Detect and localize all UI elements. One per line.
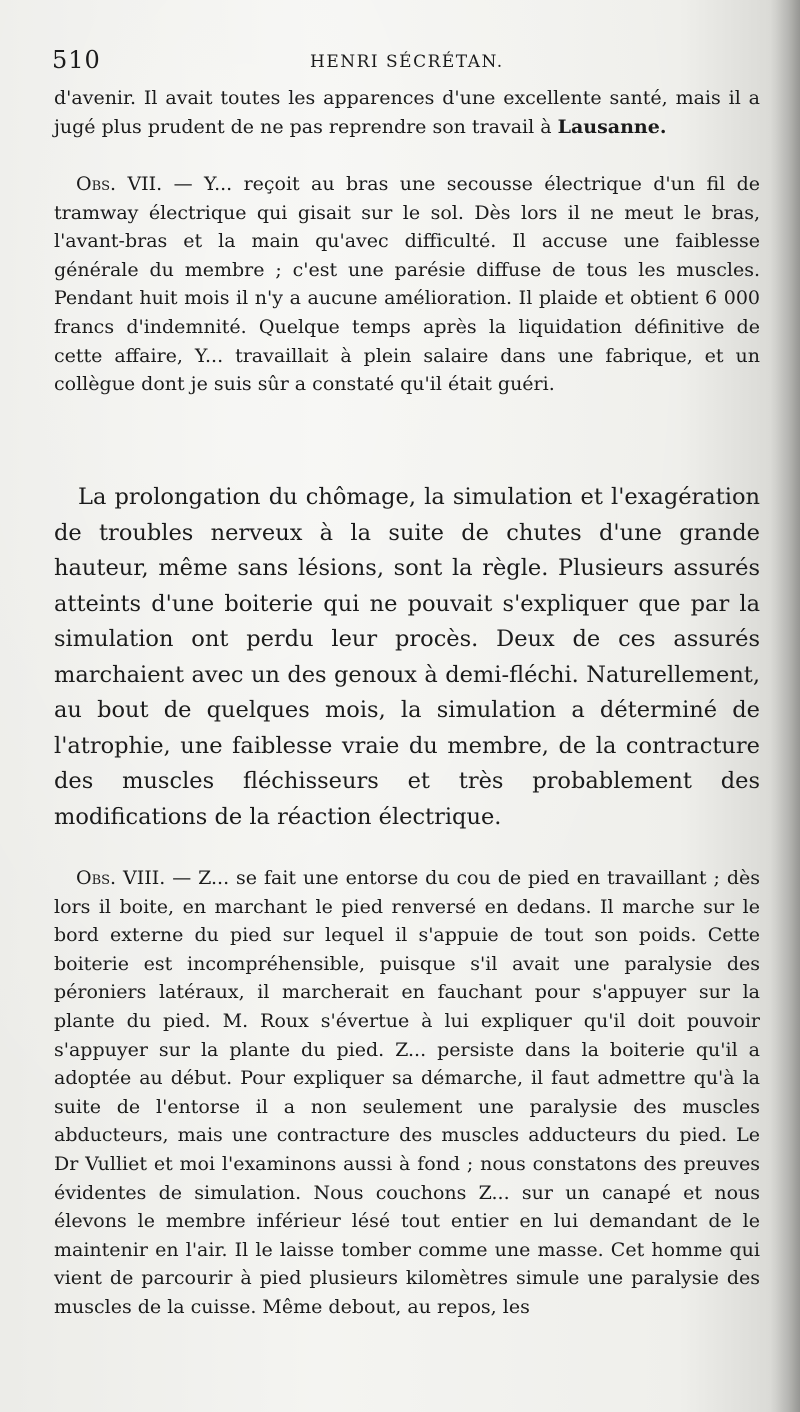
observation-8-text [54, 864, 760, 1322]
observation-8-label: Obs. VIII. [76, 867, 166, 889]
main-paragraph-text: La prolongation du chômage, la simulation et l'exagération de troubles nerveux à la suite de chutes d'une grande hauteur, même sans lésions, sont la règle. Plusieurs assurés atteints d'une boiterie qui ne pouvait s'expliquer que par la simulation ont perdu leur procès. Deux de ces assurés marchaient avec un des genoux à demi-fléchi. Naturellement, au bout de quelques mois, la simulation a déterminé de l'atrophie, une faiblesse vraie du membre, de la contracture des muscles fléchisseurs et très probablement des modifications de la réaction électrique. [54, 484, 760, 830]
main-paragraph [54, 480, 760, 835]
observation-7 [54, 170, 760, 399]
continued-paragraph [54, 84, 760, 141]
city-name: Lausanne. [557, 115, 667, 138]
observation-8 [54, 864, 760, 1322]
observation-7-label: Obs. VII. [76, 173, 163, 195]
observation-7-body: — Y... reçoit au bras une secousse électrique d'un fil de tramway électrique qui gisait sur le sol. Dès lors il ne meut le bras, l'avant-bras et la main qu'avec difficulté. Il accuse une faiblesse générale du membre ; c'est une parésie diffuse de tous les muscles. Pendant huit mois il n'y a aucune amélioration. Il plaide et obtient 6 000 francs d'indemnité. Quelque temps après la liquidation définitive de cette affaire, Y... travaillait à plein salaire dans une fabrique, et un collègue dont je suis sûr a constaté qu'il était guéri. [54, 173, 761, 396]
page-header [52, 46, 752, 76]
page-edge-shadow [770, 0, 800, 1412]
observation-7-text [54, 170, 760, 399]
running-head: HENRI SÉCRÉTAN. [310, 52, 504, 72]
observation-8-body: — Z... se fait une entorse du cou de pied en travaillant ; dès lors il boite, en marchant le pied renversé en dedans. Il marche sur le bord externe du pied sur lequel il s'appuie de tout son poids. Cette boiterie est incompréhensible, puisque s'il avait une paralysie des péroniers latéraux, il marcherait en fauchant pour s'appuyer sur la plante du pied. M. Roux s'évertue à lui expliquer qu'il doit pouvoir s'appuyer sur la plante du pied. Z... persiste dans la boiterie qu'il a adoptée au début. Pour expliquer sa démarche, il faut admettre qu'à la suite de l'entorse il a non seulement une paralysie des muscles abducteurs, mais une contracture des muscles adducteurs du pied. Le Dr Vulliet et moi l'examinons aussi à fond ; nous constatons des preuves évidentes de simulation. Nous couchons Z... sur un canapé et nous élevons le membre inférieur lésé tout entier en lui demandant de le maintenir en l'air. Il le laisse tomber comme une masse. Cet homme qui vient de parcourir à pied plusieurs kilomètres simule une paralysie des muscles de la cuisse. Même debout, au repos, les [54, 867, 760, 1318]
continued-text: d'avenir. Il avait toutes les apparences d'une excellente santé, mais il a jugé plus prudent de ne pas reprendre son travail à [54, 87, 760, 138]
page-number: 510 [52, 46, 101, 74]
continued-paragraph-text [54, 84, 760, 141]
